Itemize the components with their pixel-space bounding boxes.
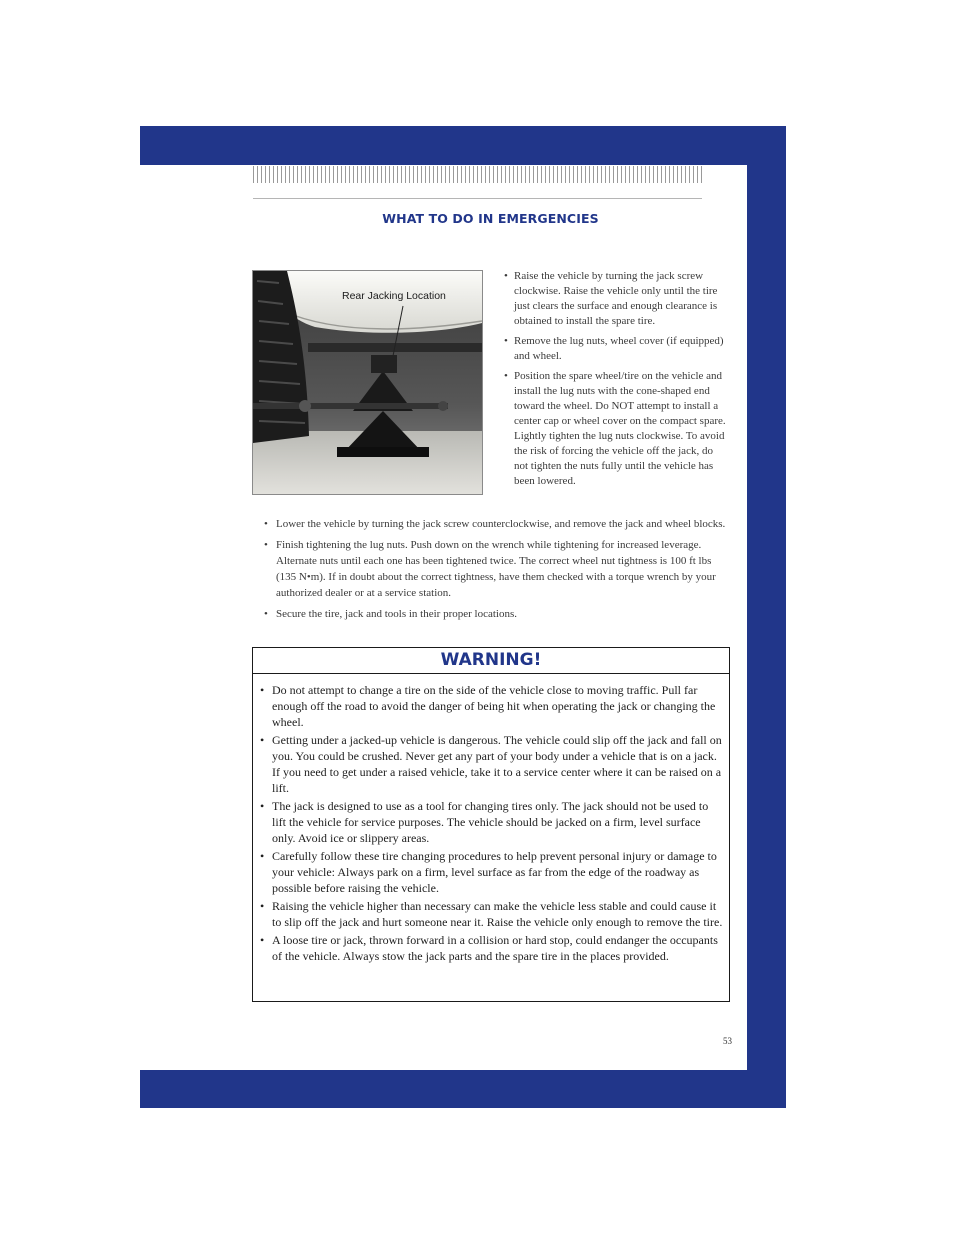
header-rule: [253, 198, 702, 199]
list-item: • The jack is designed to use as a tool for changing tires only. The jack should not be used to lift the vehicle for service purposes. The vehicle should be jacked on a firm, level surface only. Avoid ice or slippery areas.: [260, 798, 725, 846]
warning-title: WARNING!: [253, 648, 729, 674]
list-item: • Do not attempt to change a tire on the side of the vehicle close to moving traffic. Pull far enough off the road to avoid the danger of being hit when operating the jack or changing the wheel.: [260, 682, 725, 730]
warning-list: [260, 682, 725, 966]
list-item: • Remove the lug nuts, wheel cover (if equipped) and wheel.: [503, 334, 729, 364]
jacking-location-photo: [252, 270, 483, 495]
section-title: WHAT TO DO IN EMERGENCIES: [382, 211, 599, 226]
list-item: • Position the spare wheel/tire on the vehicle and install the lug nuts with the cone-shaped end toward the wheel. Do NOT attempt to install a center cap or wheel cover on the compact spare. Lightly tighten the lug nuts clockwise. To avoid the risk of forcing the vehicle off the jack, do not tighten the nuts fully until the vehicle has been lowered.: [503, 369, 729, 489]
list-item: • A loose tire or jack, thrown forward in a collision or hard stop, could endanger the occupants of the vehicle. Always stow the jack parts and the spare tire in the places provided.: [260, 932, 725, 964]
list-item: • Lower the vehicle by turning the jack screw counterclockwise, and remove the jack and wheel blocks.: [263, 516, 733, 532]
header-tick-bar: [253, 166, 703, 183]
list-item: • Getting under a jacked-up vehicle is dangerous. The vehicle could slip off the jack and fall on you. You could be crushed. Never get any part of your body under a vehicle that is on a jack. If you need to get under a raised vehicle, take it to a service center where it can be raised on a lift.: [260, 732, 725, 796]
list-item: • Carefully follow these tire changing procedures to help prevent personal injury or damage to your vehicle: Always park on a firm, level surface as far from the edge of the roadway as possible before raising the vehicle.: [260, 848, 725, 896]
procedure-list-right: [503, 269, 729, 494]
list-item: • Secure the tire, jack and tools in their proper locations.: [263, 606, 733, 622]
list-item: • Raise the vehicle by turning the jack screw clockwise. Raise the vehicle only until the tire just clears the surface and enough clearance is obtained to install the spare tire.: [503, 269, 729, 329]
list-item: • Raising the vehicle higher than necessary can make the vehicle less stable and could cause it to slip off the jack and hurt someone near it. Raise the vehicle only enough to remove the tire.: [260, 898, 725, 930]
jack-illustration: [253, 271, 482, 494]
procedure-list-lower: [263, 516, 733, 627]
photo-caption-label: Rear Jacking Location: [342, 290, 446, 302]
page-number: 53: [723, 1036, 732, 1046]
warning-box: [252, 647, 730, 1002]
list-item: • Finish tightening the lug nuts. Push down on the wrench while tightening for increased leverage. Alternate nuts until each one has been tightened twice. The correct wheel nut tightness is 100 ft lbs (135 N•m). If in doubt about the correct tightness, have them checked with a torque wrench by your authorized dealer or at a service station.: [263, 537, 733, 601]
